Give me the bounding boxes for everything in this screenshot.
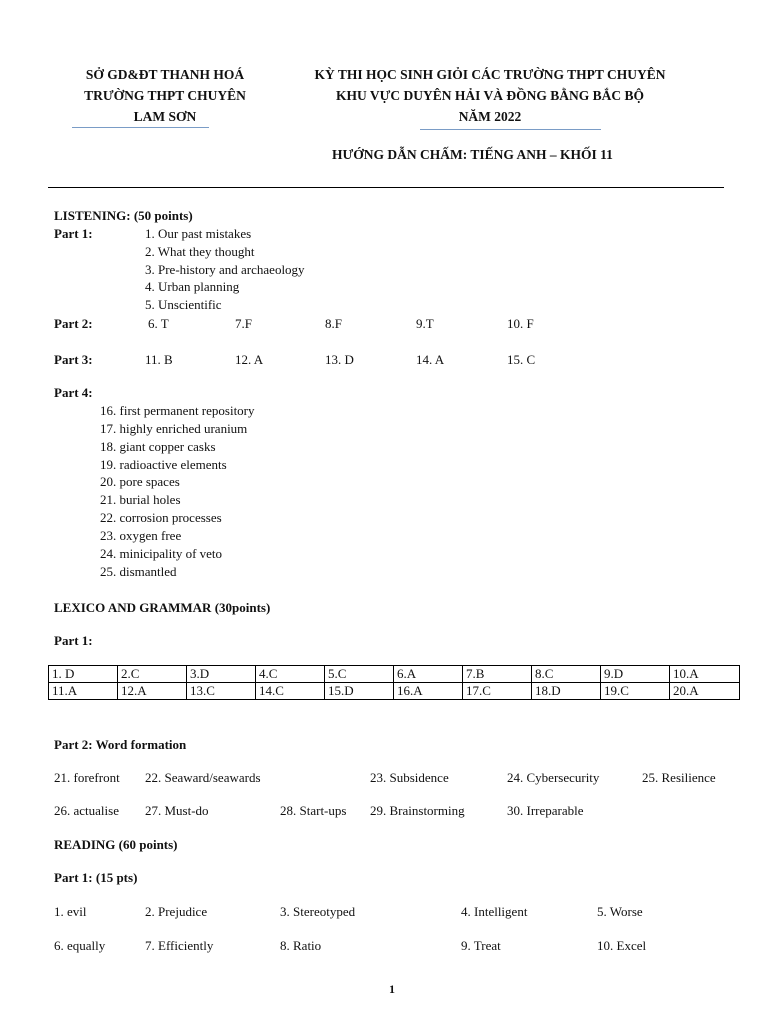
document-subtitle: HƯỚNG DẪN CHẤM: TIẾNG ANH – KHỐI 11 [332,147,613,162]
answer-item: 6. equally [54,938,106,953]
exam-year: NĂM 2022 [458,109,522,124]
answer-item: 12. A [235,352,264,367]
answer-item: 7.F [235,316,252,331]
lexico-part2-label: Part 2: Word formation [54,737,187,752]
table-cell: 9.D [601,666,670,683]
answer-item: 27. Must-do [145,803,209,818]
lexico-title: LEXICO AND GRAMMAR (30points) [54,600,271,615]
reading-title: READING (60 points) [54,837,178,852]
answer-item: 22. Seaward/seawards [145,770,261,785]
table-cell: 2.C [118,666,187,683]
reading-part1-label: Part 1: (15 pts) [54,870,138,885]
answer-item: 3. Pre-history and archaeology [145,262,305,277]
table-cell: 12.A [118,683,187,700]
answer-item: 26. actualise [54,803,119,818]
answer-item: 1. evil [54,904,87,919]
answer-item: 23. oxygen free [100,528,182,543]
school-header [40,64,290,127]
header-right-underline [420,129,601,130]
answer-item: 8.F [325,316,342,331]
answer-table [48,665,740,700]
answer-item: 21. burial holes [100,492,181,507]
listening-part2-label: Part 2: [54,316,93,331]
answer-item: 2. What they thought [145,244,255,259]
answer-item: 4. Intelligent [461,904,528,919]
table-cell: 3.D [187,666,256,683]
table-cell: 14.C [256,683,325,700]
answer-item: 21. forefront [54,770,120,785]
answer-item: 8. Ratio [280,938,322,953]
table-cell: 13.C [187,683,256,700]
answer-item: 7. Efficiently [145,938,214,953]
table-cell: 16.A [394,683,463,700]
answer-item: 11. B [145,352,173,367]
answer-item: 4. Urban planning [145,279,240,294]
lexico-part1-label: Part 1: [54,633,93,648]
answer-item: 17. highly enriched uranium [100,421,248,436]
table-cell: 11.A [49,683,118,700]
answer-item: 5. Unscientific [145,297,222,312]
table-cell: 17.C [463,683,532,700]
answer-item: 15. C [507,352,536,367]
answer-item: 30. Irreparable [507,803,584,818]
table-cell: 20.A [670,683,740,700]
answer-item: 18. giant copper casks [100,439,216,454]
listening-title: LISTENING: (50 points) [54,208,193,223]
answer-item: 3. Stereotyped [280,904,356,919]
table-row [49,683,740,700]
exam-title-line1: KỲ THI HỌC SINH GIỎI CÁC TRƯỜNG THPT CHUYÊN [314,67,666,82]
school-name-2: LAM SƠN [133,109,197,124]
listening-part3-label: Part 3: [54,352,93,367]
table-cell: 7.B [463,666,532,683]
answer-item: 14. A [416,352,445,367]
table-cell: 1. D [49,666,118,683]
answer-item: 29. Brainstorming [370,803,465,818]
table-cell: 8.C [532,666,601,683]
listening-part1-label: Part 1: [54,226,93,241]
answer-item: 16. first permanent repository [100,403,255,418]
answer-item: 13. D [325,352,354,367]
header-divider [48,187,724,188]
answer-item: 20. pore spaces [100,474,180,489]
answer-item: 10. F [507,316,534,331]
table-cell: 18.D [532,683,601,700]
header-left-underline [72,127,209,128]
table-cell: 6.A [394,666,463,683]
answer-item: 9. Treat [461,938,501,953]
table-cell: 10.A [670,666,740,683]
dept-name: SỞ GD&ĐT THANH HOÁ [85,67,245,82]
answer-item: 9.T [416,316,434,331]
answer-item: 5. Worse [597,904,643,919]
answer-item: 25. dismantled [100,564,177,579]
school-name: TRƯỜNG THPT CHUYÊN [84,88,246,103]
table-cell: 4.C [256,666,325,683]
answer-item: 2. Prejudice [145,904,208,919]
answer-item: 24. Cybersecurity [507,770,600,785]
table-cell: 19.C [601,683,670,700]
answer-item: 23. Subsidence [370,770,449,785]
page-number: 1 [389,982,395,996]
answer-item: 24. minicipality of veto [100,546,223,561]
answer-item: 6. T [148,316,169,331]
table-row [49,666,740,683]
answer-item: 1. Our past mistakes [145,226,252,241]
answer-item: 10. Excel [597,938,647,953]
answer-item: 19. radioactive elements [100,457,227,472]
exam-header [280,64,700,127]
table-cell: 5.C [325,666,394,683]
answer-item: 25. Resilience [642,770,716,785]
table-cell: 15.D [325,683,394,700]
listening-part4-label: Part 4: [54,385,93,400]
answer-item: 28. Start-ups [280,803,347,818]
answer-item: 22. corrosion processes [100,510,222,525]
exam-title-line2: KHU VỰC DUYÊN HẢI VÀ ĐỒNG BẰNG BẮC BỘ [335,88,645,103]
